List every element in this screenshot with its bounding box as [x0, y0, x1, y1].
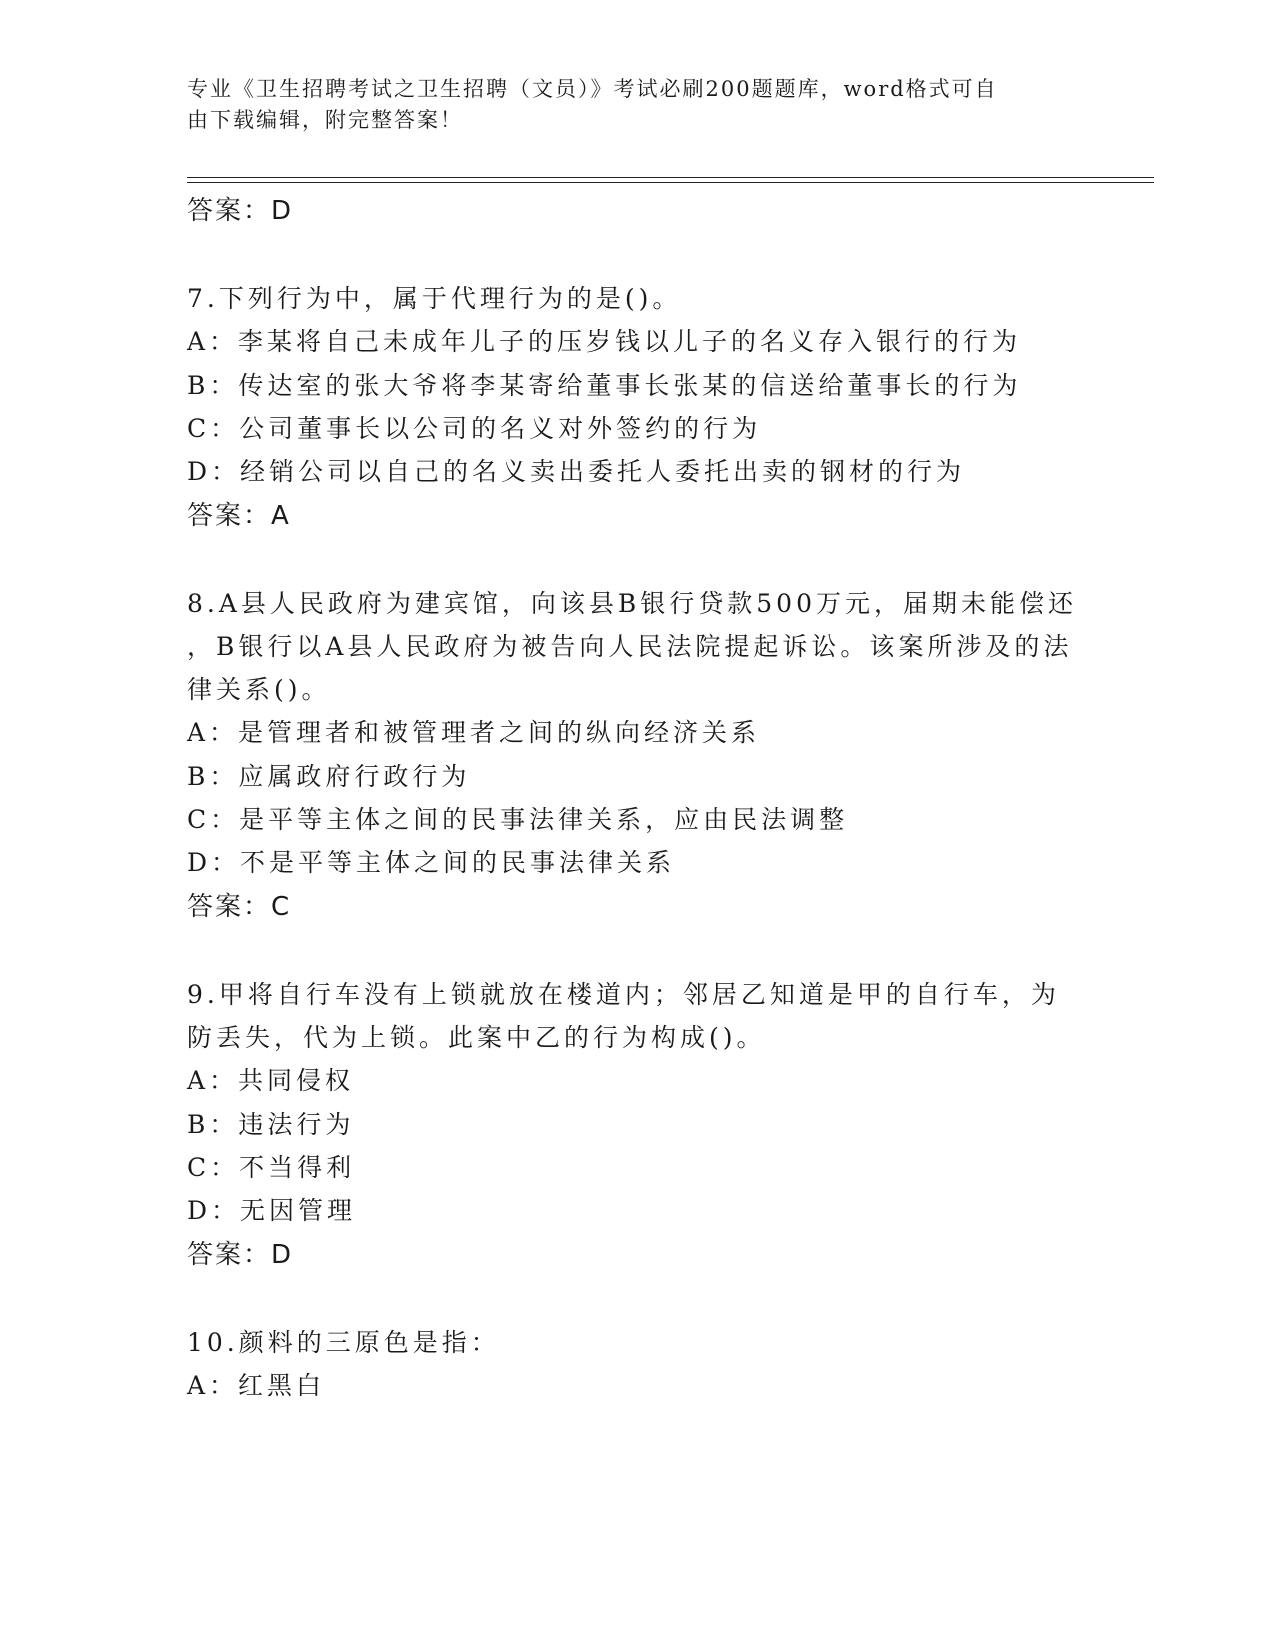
question-10-option-a: A：红黑白: [187, 1371, 326, 1400]
question-9-stem-line-2: 防丢失，代为上锁。此案中乙的行为构成()。: [187, 1023, 766, 1052]
header-rule-top: [187, 177, 1154, 178]
answer-q8: 答案：C: [187, 892, 292, 922]
question-9-option-d: D：无因管理: [187, 1196, 357, 1225]
question-8-option-b: B：应属政府行政行为: [187, 762, 471, 791]
question-9-option-a: A：共同侵权: [187, 1066, 355, 1095]
question-8-option-d: D：不是平等主体之间的民事法律关系: [187, 848, 676, 877]
answer-q6: 答案：D: [187, 196, 294, 226]
question-9-option-c: C：不当得利: [187, 1153, 356, 1182]
answer-q9: 答案：D: [187, 1240, 294, 1270]
question-8-option-a: A：是管理者和被管理者之间的纵向经济关系: [187, 718, 761, 747]
question-7-option-c: C：公司董事长以公司的名义对外签约的行为: [187, 414, 762, 443]
header-line-2: 由下载编辑，附完整答案！: [187, 108, 463, 132]
question-7-option-a: A：李某将自己未成年儿子的压岁钱以儿子的名义存入银行的行为: [187, 327, 1022, 356]
answer-q7: 答案：A: [187, 501, 291, 531]
question-8-option-c: C：是平等主体之间的民事法律关系，应由民法调整: [187, 805, 849, 834]
question-7-option-d: D：经销公司以自己的名义卖出委托人委托出卖的钢材的行为: [187, 457, 966, 486]
question-8-stem-line-3: 律关系()。: [187, 675, 331, 704]
question-9-stem-line-1: 9.甲将自行车没有上锁就放在楼道内；邻居乙知道是甲的自行车，为: [187, 980, 1060, 1009]
question-8-stem-line-1: 8.A县人民政府为建宾馆，向该县B银行贷款500万元，届期未能偿还: [187, 589, 1077, 618]
question-9-option-b: B：违法行为: [187, 1110, 355, 1139]
header-rule-bottom: [187, 182, 1154, 183]
header-line-1: 专业《卫生招聘考试之卫生招聘（文员）》考试必刷200题题库，word格式可自: [187, 77, 998, 101]
question-10-stem: 10.颜料的三原色是指：: [187, 1328, 500, 1357]
question-7-stem: 7.下列行为中，属于代理行为的是()。: [187, 284, 682, 313]
document-header: [187, 74, 1067, 136]
question-8-stem-line-2: ，B银行以A县人民政府为被告向人民法院提起诉讼。该案所涉及的法: [187, 632, 1073, 661]
question-7-option-b: B：传达室的张大爷将李某寄给董事长张某的信送给董事长的行为: [187, 371, 1022, 400]
